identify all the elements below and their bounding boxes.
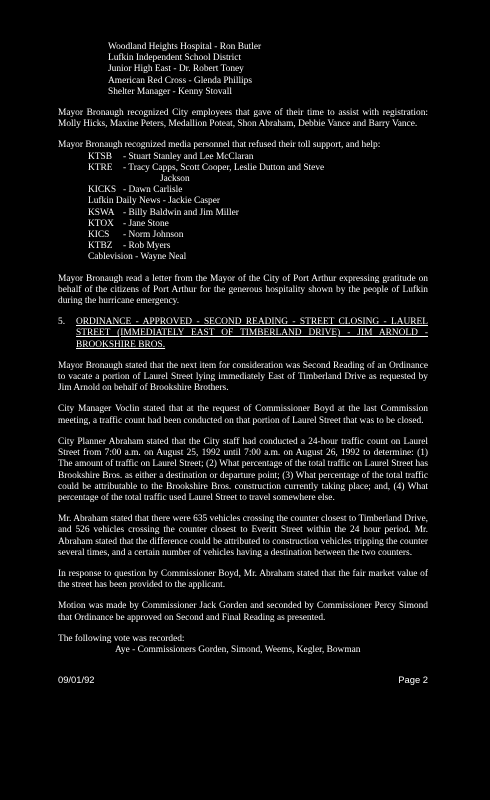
list-item: Woodland Heights Hospital - Ron Butler [108,42,262,52]
market-value-paragraph: In response to question by Commissioner Boyd, Mr. Abraham stated that the fair market value of the street has been provided to the applicant. [58,568,428,591]
media-list-wrap [58,152,428,264]
planner-paragraph: City Planner Abraham stated that the City staff had conducted a 24-hour traffic count on Laurel Street from 7:00 a.m. on August 25, 1992 until 7:00 a.m. on August 26, 1992 to determine: (1) The amount of traffic on Laurel Street; (2) What percentage of the total traffic on Laurel Street has Brookshire Bros. as either a destination or departure point; (3) What percentage of the total traffic could be attributable to the Brookshire Bros. construction currently taking place; and, (4) What percentage of the total traffic used Laurel Street to travel somewhere else. [58,436,428,503]
recognition-list [108,42,428,98]
media-entry [88,219,428,230]
media-entry [88,252,428,263]
media-call-sign: KTSB [88,151,112,162]
media-entry [88,163,428,174]
list-item: Junior High East - Dr. Robert Toney [108,64,244,75]
media-entry [88,185,428,196]
media-recognition [58,140,428,263]
item-number: 5. [58,317,66,328]
second-reading-paragraph: Mayor Bronaugh stated that the next item for consideration was Second Reading of an Ordinance to vacate a portion of Laurel Street lying immediately East of Timberland Drive as requested by Jim Arnold on behalf of Brookshire Brothers. [58,360,428,394]
media-call-sign: KTBZ [88,241,113,252]
page-footer [58,674,428,685]
footer-date: 09/01/92 [58,674,95,686]
media-list [88,152,428,264]
media-names: - Billy Baldwin and Jim Miller [123,207,239,218]
media-entry [88,152,428,163]
traffic-count-paragraph: City Manager Voclin stated that at the request of Commissioner Boyd at the last Commission meeting, a traffic count had been conducted on that portion of Laurel Street that was to be closed. [58,404,428,426]
media-call-sign: KICKS [88,185,117,196]
vehicles-paragraph: Mr. Abraham stated that there were 635 vehicles crossing the counter closest to Timberland Drive, and 526 vehicles crossing the counter closest to Everitt Street within the 24 hour period. Mr. Abraham stated that the difference could be attributed to construction vehicles tripping the counter several times, and a certain number of vehicles having a destination between the two counters. [58,514,428,558]
media-names: - Dawn Carlisle [123,185,183,196]
media-entry [88,174,428,185]
port-arthur-paragraph: Mayor Bronaugh read a letter from the Mayor of the City of Port Arthur expressing gratitude on behalf of the citizens of Port Arthur for the generous hospitality shown by the people of Lufkin during the hurricane emergency. [58,273,428,307]
item-heading [58,317,428,351]
media-names: - Tracy Capps, Scott Cooper, Leslie Dutton and Steve [123,162,325,173]
media-names: Jackson [160,174,190,185]
media-call-sign: KICS [88,230,110,241]
media-names: - Stuart Stanley and Lee McClaran [123,151,254,162]
media-entry [88,241,428,252]
media-names: - Jane Stone [123,218,169,229]
vote-intro: The following vote was recorded: [58,633,185,644]
motion-paragraph: Motion was made by Commissioner Jack Gorden and seconded by Commissioner Percy Simond that Ordinance be approved on Second and Final Reading as presented. [58,601,428,623]
footer-page-number: Page 2 [398,674,428,686]
vote-line: Aye - Commissioners Gorden, Simond, Weems, Kegler, Bowman [115,644,361,655]
list-item: Shelter Manager - Kenny Stovall [108,86,232,97]
employees-paragraph: Mayor Bronaugh recognized City employees that gave of their time to assist with registration: Molly Hicks, Maxine Peters, Medallion Poteat, Shon Abraham, Debbie Vance and Barry Vance. [58,108,428,130]
list-item: American Red Cross - Glenda Phillips [108,75,252,86]
media-entry [88,230,428,241]
media-entry [88,208,428,219]
minutes-page [58,42,428,685]
media-names: Cablevision - Wayne Neal [88,252,187,263]
item-title: ORDINANCE - APPROVED - SECOND READING - STREET CLOSING - LAUREL STREET (IMMEDIATELY EAST OF TIMBERLAND DRIVE) - JIM ARNOLD - BROOKSHIRE BROS. [76,317,428,350]
media-lead: Mayor Bronaugh recognized media personnel that refused their toll support, and help: [58,140,381,151]
media-call-sign: KTRE [88,162,113,173]
media-names: - Rob Myers [123,241,171,252]
media-call-sign: KSWA [88,207,115,218]
media-names: - Norm Johnson [123,230,184,241]
media-call-sign: KTOX [88,218,114,229]
media-names: Lufkin Daily News - Jackie Casper [88,196,220,207]
list-item: Lufkin Independent School District [108,53,242,64]
media-entry [88,196,428,207]
media-lead-text [58,140,428,151]
